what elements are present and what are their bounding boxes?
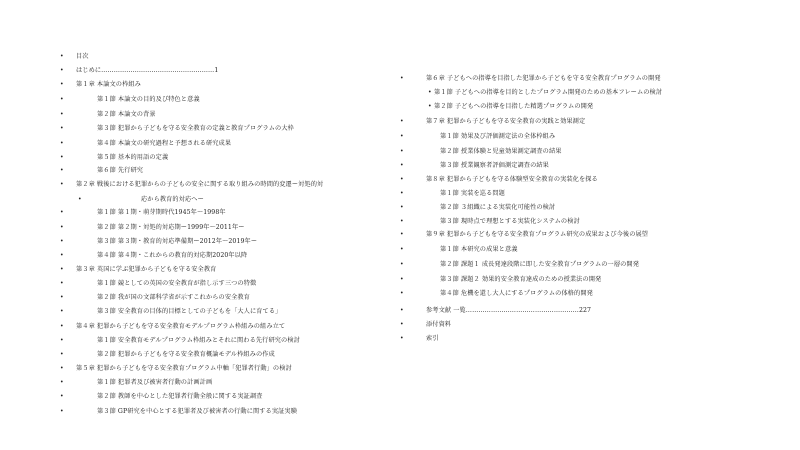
bullet-icon: • bbox=[60, 294, 64, 301]
toc-entry[interactable] bbox=[0, 348, 400, 362]
toc-entry[interactable] bbox=[400, 332, 800, 346]
toc-entry-label: 索引 bbox=[426, 335, 439, 342]
toc-entry[interactable] bbox=[400, 115, 800, 129]
toc-entry[interactable] bbox=[400, 273, 800, 287]
toc-entry-label: 第２節 教師を中心とした犯罪者行動全般に関する実証調査 bbox=[97, 393, 263, 400]
toc-entry-label: 第５章 犯罪から子どもを守る安全教育プログラム中軸「犯罪者行動」の検討 bbox=[76, 365, 292, 372]
toc-entry[interactable] bbox=[0, 376, 400, 390]
toc-entry-label: 第４章 犯罪から子どもを守る安全教育モデルプログラム枠組みの組み立て bbox=[76, 323, 286, 330]
bullet-icon: • bbox=[60, 209, 64, 216]
bullet-icon: • bbox=[428, 103, 432, 110]
bullet-icon: • bbox=[60, 167, 64, 174]
bullet-icon: • bbox=[60, 81, 64, 88]
toc-entry-label: 第１節 安全教育モデルプログラム枠組みとそれに関わる先行研究の検討 bbox=[97, 337, 300, 344]
toc-entry[interactable] bbox=[0, 151, 400, 165]
toc-entry-label: 第３節 犯罪から子どもを守る安全教育の定義と教育プログラムの大枠 bbox=[97, 125, 294, 132]
toc-entry-label: 第４節 第４期・これからの教育的対応期2020年以降 bbox=[97, 252, 248, 259]
toc-entry[interactable] bbox=[0, 291, 400, 305]
toc-entry[interactable] bbox=[400, 228, 800, 242]
bullet-icon: • bbox=[400, 75, 404, 82]
toc-entry-label: 第８章 犯罪から子どもを守る体験型安全教育の実装化を探る bbox=[426, 176, 598, 183]
toc-entry-label: 第３節 安全教育の目体的目標としての子どもを「大人に育てる」 bbox=[97, 308, 282, 315]
bullet-icon: • bbox=[400, 231, 404, 238]
toc-entry[interactable] bbox=[0, 362, 400, 376]
toc-entry[interactable] bbox=[400, 201, 800, 215]
bullet-icon: • bbox=[400, 190, 404, 197]
bullet-icon: • bbox=[60, 408, 64, 415]
toc-entry[interactable] bbox=[400, 287, 800, 301]
toc-entry[interactable] bbox=[0, 50, 400, 64]
toc-entry-label: 添付資料 bbox=[426, 321, 452, 328]
toc-entry[interactable] bbox=[400, 243, 800, 257]
toc-entry[interactable] bbox=[0, 137, 400, 151]
toc-entry-label: 目次 bbox=[76, 53, 89, 60]
toc-entry-label: 第４節 本論文の研究過程と予想される研究成果 bbox=[97, 140, 232, 147]
toc-entry[interactable] bbox=[0, 390, 400, 404]
toc-entry[interactable] bbox=[400, 72, 800, 86]
bullet-icon: • bbox=[400, 335, 404, 342]
toc-entry-label: 第１章 本論文の枠組み bbox=[76, 81, 141, 88]
toc-entry-label: 第６節 先行研究 bbox=[97, 167, 144, 174]
toc-entry[interactable] bbox=[400, 304, 800, 318]
bullet-icon: • bbox=[400, 176, 404, 183]
toc-entry[interactable] bbox=[0, 334, 400, 348]
toc-entry[interactable] bbox=[400, 258, 800, 272]
toc-entry[interactable] bbox=[0, 164, 400, 178]
toc-entry[interactable] bbox=[400, 173, 800, 187]
toc-entry[interactable] bbox=[0, 235, 400, 249]
toc-entry[interactable] bbox=[0, 263, 400, 277]
toc-entry-label: 第３章 英国に学ぶ犯罪から子どもを守る安全教育 bbox=[76, 266, 217, 273]
toc-entry-label: 第２節 授業体験と児童効果測定調査の結果 bbox=[440, 148, 562, 155]
toc-entry-label: 第６章 子どもへの指導を目指した犯罪から子どもを守る安全教育プログラムの開発 bbox=[426, 75, 661, 82]
bullet-icon: • bbox=[400, 162, 404, 169]
toc-entry-label: 第１節 第１期・萌芽期時代1945年～1998年 bbox=[97, 209, 226, 216]
toc-entry[interactable] bbox=[400, 318, 800, 332]
bullet-icon: • bbox=[60, 351, 64, 358]
toc-entry-label: 第３節 現時点で理想とする実装化システムの検討 bbox=[440, 218, 580, 225]
toc-entry-label: 第３節 GP研究を中心とする犯罪者及び被害者の行動に関する実証実験 bbox=[97, 408, 297, 415]
toc-entry-label: 第４節 危機を還し大人にするプログラムの体格的開発 bbox=[440, 290, 593, 297]
toc-entry[interactable] bbox=[0, 206, 400, 220]
toc-entry-label: 第１節 本研究の成果と意義 bbox=[440, 246, 518, 253]
bullet-icon: • bbox=[60, 224, 64, 231]
bullet-icon: • bbox=[400, 290, 404, 297]
bullet-icon: • bbox=[400, 204, 404, 211]
bullet-icon: • bbox=[60, 379, 64, 386]
bullet-icon: • bbox=[60, 154, 64, 161]
bullet-icon: • bbox=[60, 53, 64, 60]
toc-entry-label: はじめに………………………………………………1 bbox=[76, 67, 219, 74]
bullet-icon: • bbox=[78, 196, 82, 203]
bullet-icon: • bbox=[60, 266, 64, 273]
toc-entry-label: 第２節 第２期・対処的対応期ー1999年～2011年ー bbox=[97, 224, 245, 231]
bullet-icon: • bbox=[400, 307, 404, 314]
toc-entry-label: 第３節 課題２ 効果的安全教育達成のための授業法の開発 bbox=[440, 276, 602, 283]
toc-entry[interactable] bbox=[0, 122, 400, 136]
toc-entry-label: 第１節 競としての英国の安全教育が指し示す三つの特徴 bbox=[97, 280, 257, 287]
toc-entry[interactable] bbox=[400, 215, 800, 229]
bullet-icon: • bbox=[400, 218, 404, 225]
toc-entry[interactable] bbox=[400, 145, 800, 159]
toc-entry-label: 第２節 ３組織による実装化可能性の検討 bbox=[440, 204, 556, 211]
toc-entry-label: 応から教育的対応へー bbox=[141, 196, 204, 203]
toc-entry[interactable] bbox=[0, 405, 400, 419]
toc-entry-label: 第３節 授業観察者評価測定調査の結果 bbox=[440, 162, 549, 169]
toc-entry-label: 第１節 子どもへの指導を目的としたプログラム開発のための基本フレームの検討 bbox=[434, 89, 663, 96]
bullet-icon: • bbox=[60, 238, 64, 245]
toc-entry[interactable] bbox=[0, 64, 400, 78]
bullet-icon: • bbox=[400, 261, 404, 268]
bullet-icon: • bbox=[60, 67, 64, 74]
bullet-icon: • bbox=[400, 148, 404, 155]
toc-entry[interactable] bbox=[400, 86, 800, 100]
toc-entry[interactable] bbox=[400, 100, 800, 114]
toc-entry-label: 第２節 我が国の文部科学省が示すこれからの安全教育 bbox=[97, 294, 250, 301]
bullet-icon: • bbox=[60, 323, 64, 330]
bullet-icon: • bbox=[400, 246, 404, 253]
toc-entry[interactable] bbox=[0, 93, 400, 107]
bullet-icon: • bbox=[60, 308, 64, 315]
toc-entry-label: 第７章 犯罪から子どもを守る安全教育の実践と効果測定 bbox=[426, 118, 586, 125]
toc-entry-label: 第５節 基本的用語の定義 bbox=[97, 154, 169, 161]
toc-entry-label: 第２節 本論文の背景 bbox=[97, 111, 156, 118]
toc-entry[interactable] bbox=[400, 187, 800, 201]
toc-entry-label: 第１節 実装を巡る問題 bbox=[440, 190, 505, 197]
toc-entry[interactable] bbox=[0, 221, 400, 235]
bullet-icon: • bbox=[60, 365, 64, 372]
toc-entry-label: 参考文献 一覧………………………………………………227 bbox=[426, 307, 592, 314]
bullet-icon: • bbox=[400, 321, 404, 328]
bullet-icon: • bbox=[428, 89, 432, 96]
toc-entry[interactable] bbox=[0, 277, 400, 291]
toc-entry-label: 第２節 子どもへの指導を目指した精選プログラムの開発 bbox=[434, 103, 594, 110]
toc-entry-label: 第３節 第３期・教育的対応準備期ー2012年～2019年ー bbox=[97, 238, 258, 245]
bullet-icon: • bbox=[60, 140, 64, 147]
bullet-icon: • bbox=[60, 393, 64, 400]
bullet-icon: • bbox=[60, 181, 64, 188]
toc-entry-label: 第１節 犯罪者及び被害者行動の計画計画 bbox=[97, 379, 213, 386]
bullet-icon: • bbox=[400, 118, 404, 125]
toc-entry[interactable] bbox=[0, 320, 400, 334]
bullet-icon: • bbox=[60, 125, 64, 132]
toc-entry[interactable] bbox=[0, 305, 400, 319]
toc-entry[interactable] bbox=[0, 108, 400, 122]
toc-entry-label: 第２章 戦後における犯罪からの子どもの安全に関する取り組みの時間的変遷ー対処的対 bbox=[76, 181, 324, 188]
bullet-icon: • bbox=[60, 280, 64, 287]
toc-entry[interactable] bbox=[400, 159, 800, 173]
toc-entry-label: 第９章 犯罪から子どもを守る安全教育プログラム研究の成果および今後の展望 bbox=[426, 231, 649, 238]
toc-entry-label: 第２節 犯罪から子どもを守る安全教育概論モデル枠組みの作成 bbox=[97, 351, 275, 358]
toc-entry-label: 第１節 効果及び評価測定法の全体枠組み bbox=[440, 133, 556, 140]
bullet-icon: • bbox=[60, 337, 64, 344]
toc-entry[interactable] bbox=[0, 78, 400, 92]
toc-entry[interactable] bbox=[0, 193, 400, 207]
bullet-icon: • bbox=[60, 111, 64, 118]
toc-entry[interactable] bbox=[400, 130, 800, 144]
toc-entry[interactable] bbox=[0, 178, 400, 192]
toc-entry-label: 第２節 課題１ 成長発達段階に即した安全教育プログラムの一層の開発 bbox=[440, 261, 639, 268]
bullet-icon: • bbox=[60, 96, 64, 103]
bullet-icon: • bbox=[400, 276, 404, 283]
bullet-icon: • bbox=[400, 133, 404, 140]
toc-entry[interactable] bbox=[0, 249, 400, 263]
toc-entry-label: 第１節 本論文の目的及び特色と意義 bbox=[97, 96, 200, 103]
bullet-icon: • bbox=[60, 252, 64, 259]
